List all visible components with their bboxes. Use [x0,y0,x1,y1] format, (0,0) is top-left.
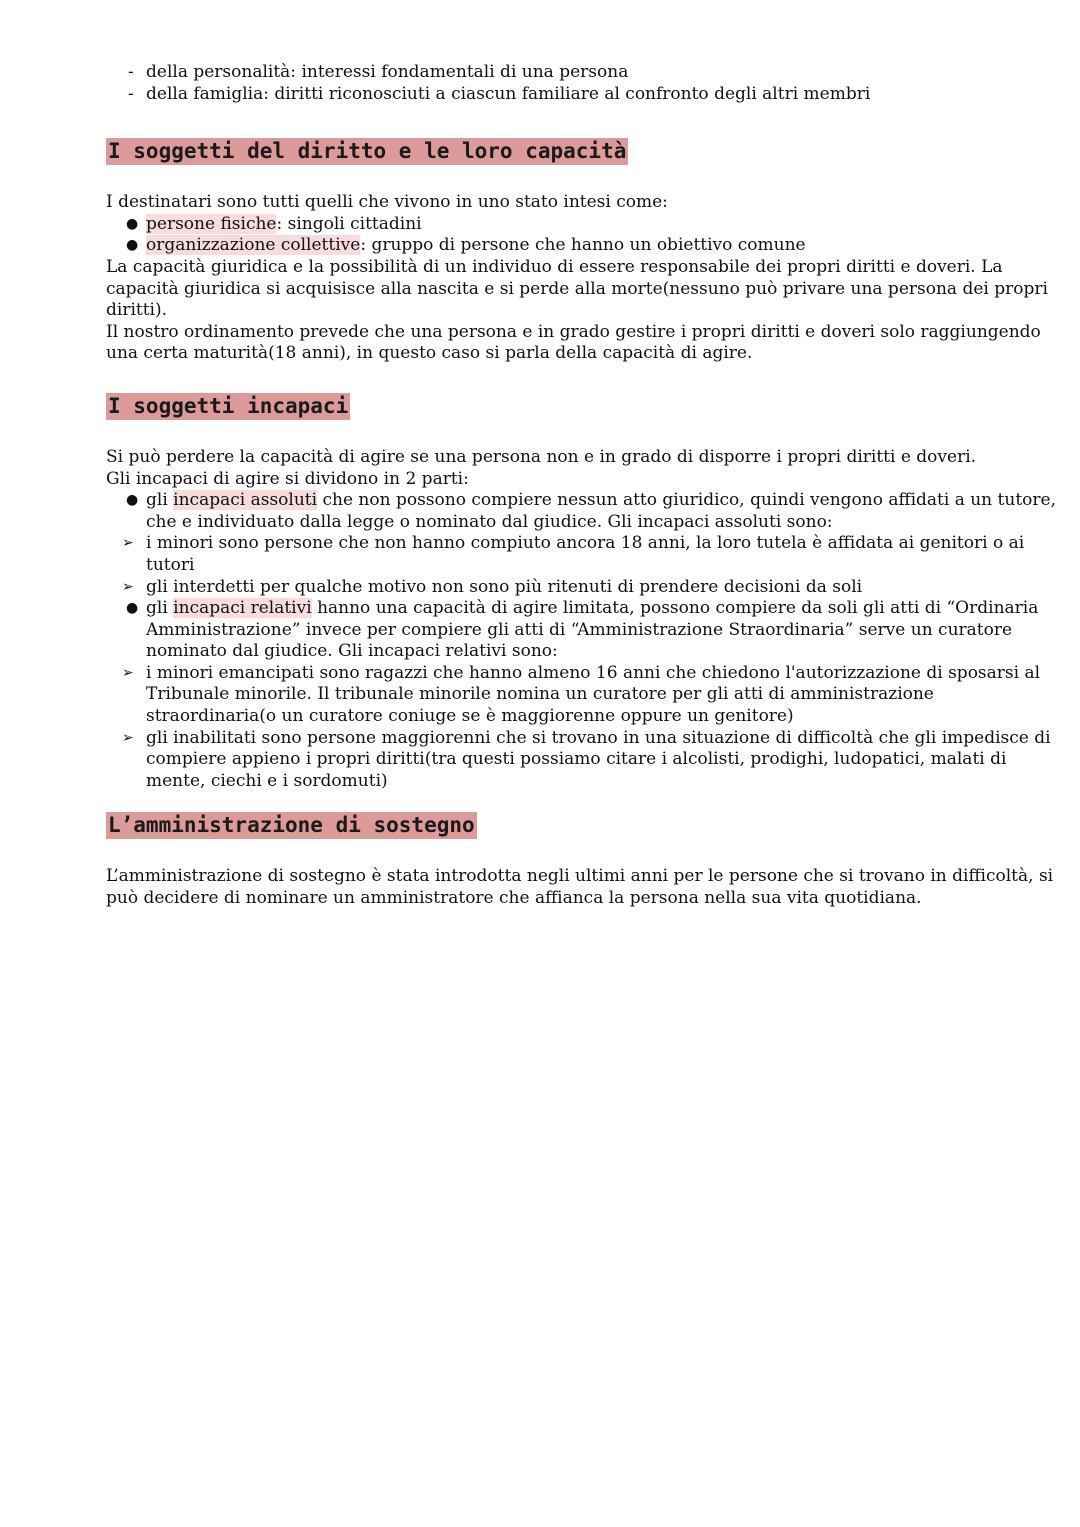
bullet-marker: ● [126,492,139,509]
section1-bullet-list [106,214,1068,257]
list-item: ● gli incapaci assoluti che non possono compiere nessun atto giuridico, quindi vengono affidati a un tutore, che e individuato dalla legge o nominato dal giudice. Gli incapaci assoluti sono: [126,490,1056,532]
paragraph-capacita-giuridica: La capacità giuridica e la possibilità di un individuo di essere responsabile dei propri diritti e doveri. La capacità giuridica si acquisisce alla nascita e si perde alla morte(nessuno può privare una persona dei propri diritti). [106,256,1048,321]
section1-intro: I destinatari sono tutti quelli che vivono in uno stato intesi come: [106,192,668,213]
bullet-marker: ● [126,237,139,254]
intro-dash-list [106,62,1068,105]
bullet-marker: ● [126,600,139,617]
list-item: ➢ i minori sono persone che non hanno compiuto ancora 18 anni, la loro tutela è affidata ai genitori o ai tutori [122,533,1025,575]
list-item: - della personalità: interessi fondamentali di una persona [128,62,629,82]
section-heading-amministrazione: L’amministrazione di sostegno [108,813,475,838]
incapaci-bullet-list-1 [106,490,1068,533]
dash-marker: - [128,83,134,104]
list-item: ● organizzazione collettive: gruppo di persone che hanno un obiettivo comune [126,235,806,256]
list-item: ➢ i minori emancipati sono ragazzi che hanno almeno 16 anni che chiedono l'autorizzazione di sposarsi al Tribunale minorile. Il tribunale minorile nomina un curatore per gli atti di amministrazione straordinaria(o un curatore coniuge se è maggiorenne oppure un genitore) [122,662,1041,727]
paragraph-amministrazione: L’amministrazione di sostegno è stata introdotta negli ultimi anni per le persone che si trovano in difficoltà, si può decidere di nominare un amministratore che affianca la persona nella sua vita quotidiana. [106,866,1054,909]
highlighted-term: organizzazione collettive [146,235,361,256]
document-content [106,62,1068,910]
list-item: ➢ gli inabilitati sono persone maggiorenni che si trovano in una situazione di difficoltà che gli impedisce di compiere appieno i propri diritti(tra questi possiamo citare i alcolisti, prodighi, ludopatici, malati di mente, ciechi e i sordomuti) [122,727,1051,791]
list-item: ➢ gli interdetti per qualche motivo non sono più ritenuti di prendere decisioni da soli [122,576,863,597]
section2-line1: Si può perdere la capacità di agire se una persona non e in grado di disporre i propri diritti e doveri. [106,446,977,467]
arrow-marker: ➢ [122,664,134,681]
section-heading-incapaci: I soggetti incapaci [108,393,349,418]
list-item: - della famiglia: diritti riconosciuti a ciascun familiare al confronto degli altri membri [128,83,871,104]
bullet-marker: ● [126,215,139,232]
list-item: ● gli incapaci relativi hanno una capacità di agire limitata, possono compiere da soli gli atti di “Ordinaria Amministrazione” invece per compiere gli atti di “Amministrazione Straordinaria” serve un curatore nominato dal giudice. Gli incapaci relativi sono: [126,598,1039,662]
arrow-marker: ➢ [122,729,134,746]
highlighted-term: incapaci relativi [173,598,312,619]
section-heading-soggetti: I soggetti del diritto e le loro capacità [108,139,627,164]
incapaci-relativi-arrow-list [106,663,1068,793]
incapaci-bullet-list-2 [106,598,1068,663]
section2-line2: Gli incapaci di agire si dividono in 2 parti: [106,468,469,489]
arrow-marker: ➢ [122,535,134,552]
incapaci-assoluti-arrow-list [106,533,1068,598]
dash-marker: - [128,62,134,82]
arrow-marker: ➢ [122,578,134,595]
paragraph-capacita-agire: Il nostro ordinamento prevede che una persona e in grado gestire i propri diritti e doveri solo raggiungendo una certa maturità(18 anni), in questo caso si parla della capacità di agire. [106,321,1041,364]
highlighted-term: incapaci assoluti [173,490,318,511]
list-item: ● persone fisiche: singoli cittadini [126,213,422,234]
highlighted-term: persone fisiche [146,213,277,234]
